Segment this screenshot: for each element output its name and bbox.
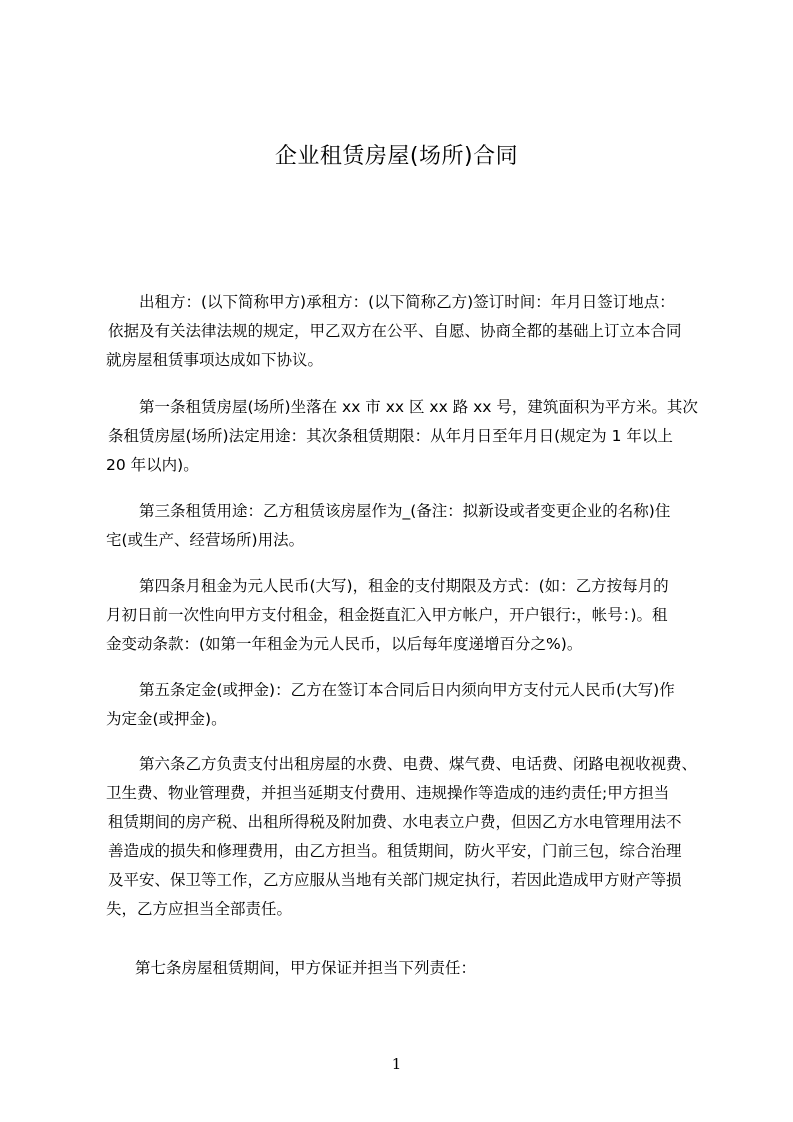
paragraph-line: 第四条月租金为元人民币(大写)，租金的支付期限及方式：(如：乙方按每月的	[139, 577, 669, 595]
page-number: 1	[391, 1055, 402, 1073]
paragraph-line: 卫生费、物业管理费，并担当延期支付费用、违规操作等造成的违约责任;甲方担当	[106, 784, 670, 802]
paragraph-line: 第一条租赁房屋(场所)坐落在 xx 市 xx 区 xx 路 xx 号，建筑面积为平方米。其次	[139, 398, 698, 416]
paragraph-line: 善造成的损失和修理费用，由乙方担当。租赁期间，防火平安，门前三包，综合治理	[108, 842, 682, 860]
paragraph-line: 出租方：(以下简称甲方)承租方：(以下简称乙方)签订时间：年月日签订地点：	[139, 293, 675, 311]
paragraph-line: 20 年以内)。	[106, 456, 199, 474]
paragraph-article-1	[106, 393, 704, 480]
paragraph-article-4	[106, 572, 704, 659]
paragraph-article-7	[106, 954, 704, 983]
paragraph-line: 就房屋租赁事项达成如下协议。	[106, 351, 324, 369]
paragraph-line: 金变动条款：(如第一年租金为元人民币，以后每年度递增百分之%)。	[106, 635, 583, 653]
paragraph-line: 失，乙方应担当全部责任。	[106, 900, 293, 918]
paragraph-line: 租赁期间的房产税、出租所得税及附加费、水电表立户费，但因乙方水电管理用法不	[108, 813, 682, 831]
paragraph-line: 为定金(或押金)。	[106, 710, 227, 728]
paragraph-line: 及平安、保卫等工作，乙方应服从当地有关部门规定执行，若因此造成甲方财产等损	[108, 871, 682, 889]
paragraph-line: 第三条租赁用途：乙方租赁该房屋作为_(备注：拟新设或者变更企业的名称)住	[139, 502, 671, 520]
paragraph-line: 月初日前一次性向甲方支付租金，租金挺直汇入甲方帐户，开户银行:，帐号：)。租	[106, 606, 668, 624]
paragraph-line: 条租赁房屋(场所)法定用途：其次条租赁期限：从年月日至年月日(规定为 1 年以上	[108, 427, 673, 445]
paragraph-article-5	[106, 676, 704, 734]
paragraph-article-6	[106, 750, 704, 924]
paragraph-line: 宅(或生产、经营场所)用法。	[106, 531, 305, 549]
paragraph-line: 依据及有关法律法规的规定，甲乙双方在公平、自愿、协商全都的基础上订立本合同	[108, 322, 682, 340]
paragraph-preamble	[106, 288, 704, 375]
document-title: 企业租赁房屋(场所)合同	[274, 144, 519, 169]
paragraph-line: 第五条定金(或押金)：乙方在签订本合同后日内须向甲方支付元人民币(大写)作	[139, 681, 675, 699]
paragraph-line: 第六条乙方负责支付出租房屋的水费、电费、煤气费、电话费、闭路电视收视费、	[139, 755, 698, 773]
paragraph-line: 第七条房屋租赁期间，甲方保证并担当下列责任：	[135, 959, 477, 977]
paragraph-article-3	[106, 497, 704, 555]
